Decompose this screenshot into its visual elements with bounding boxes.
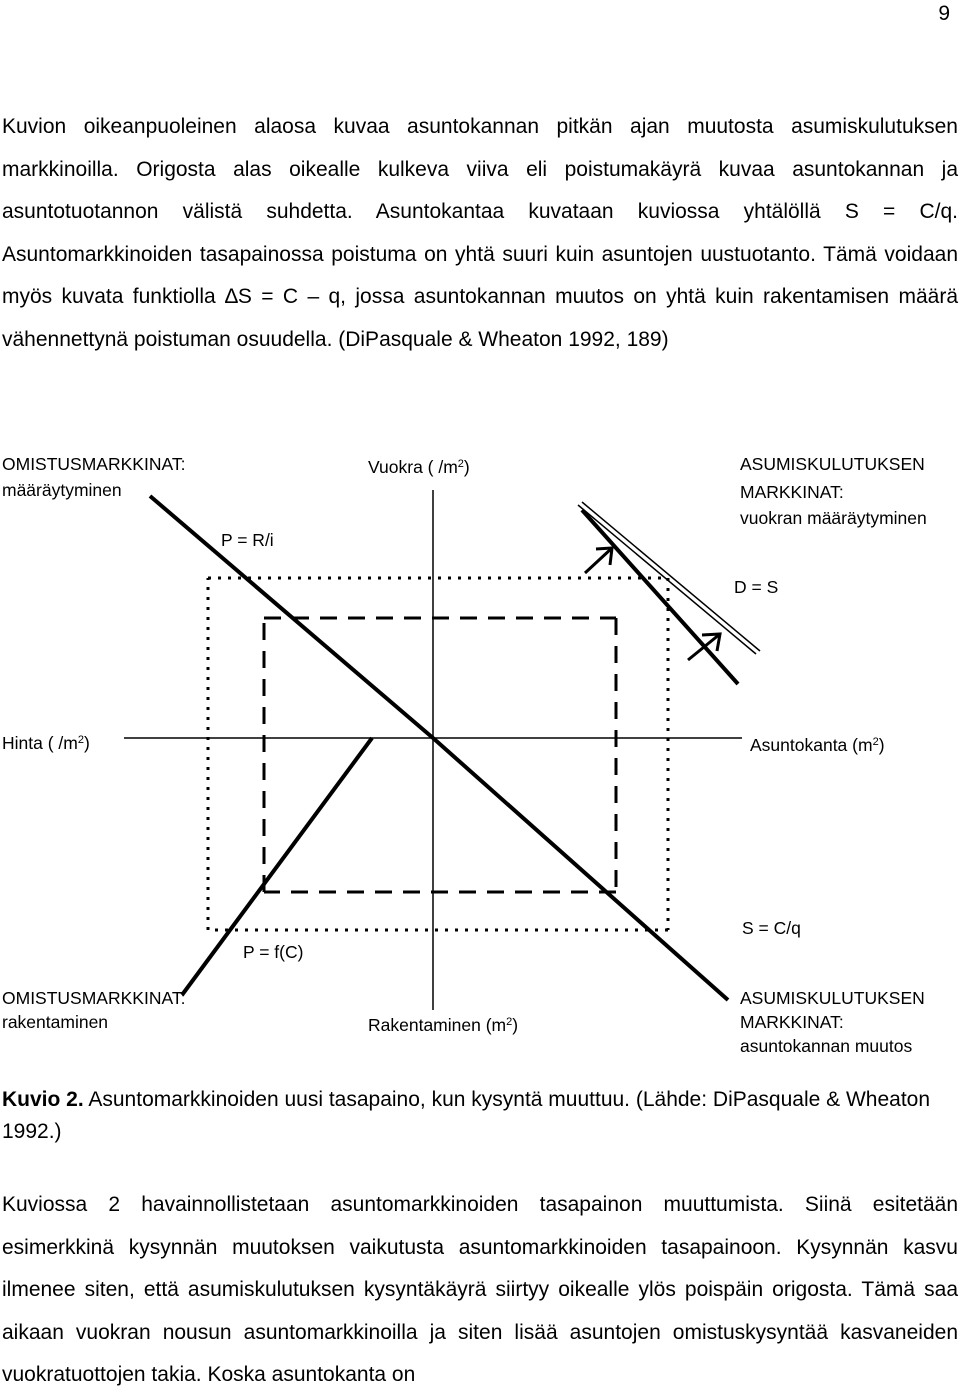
- stock-line: [433, 738, 728, 1000]
- shift-arrow-upper: [585, 548, 612, 573]
- price-rent-label: P = R/i: [221, 530, 274, 550]
- construction-axis-label: Rakentaminen $(m^2)$: [368, 1015, 519, 1035]
- bottom-right-title: ASUMISKULUTUKSEN: [740, 988, 925, 1008]
- figure-caption: [2, 1084, 958, 1148]
- top-right-title: ASUMISKULUTUKSEN: [740, 454, 925, 474]
- shifted-demand-line-a: [578, 505, 756, 654]
- bottom-left-subtitle: rakentaminen: [2, 1012, 109, 1032]
- price-axis-label: Hinta ( $/m^2$): [2, 733, 90, 753]
- new-equilibrium-dotted-rect: [208, 578, 668, 930]
- top-left-subtitle: määräytyminen: [2, 480, 122, 500]
- stock-equation-label: S = C/q: [742, 918, 801, 938]
- construction-cost-label: P = f(C): [243, 942, 304, 962]
- page-number: 9: [938, 2, 950, 25]
- top-left-title: OMISTUSMARKKINAT:: [2, 454, 186, 474]
- stock-axis-label: Asuntokanta $(m^2)$: [750, 735, 885, 755]
- demand-supply-line: [582, 510, 738, 684]
- demand-supply-label: D = S: [734, 577, 779, 597]
- bottom-left-title: OMISTUSMARKKINAT:: [2, 988, 186, 1008]
- bottom-right-title-2: MARKKINAT:: [740, 1012, 844, 1032]
- rent-axis-label: Vuokra ( $/m^2$): [368, 457, 470, 477]
- bottom-right-subtitle: asuntokannan muutos: [740, 1036, 913, 1056]
- top-right-title-2: MARKKINAT:: [740, 482, 844, 502]
- caption-label: Kuvio 2.: [2, 1088, 84, 1111]
- equilibrium-dashed-rect: [264, 618, 616, 892]
- body-paragraph: Kuviossa 2 havainnollistetaan asuntomarkkinoiden tasapainon muuttumista. Siinä esitetään esimerkkinä kysynnän muutoksen vaikutusta asuntomarkkinoiden tasapainoon. Kysynnän kasvu ilmenee siten, että asumiskulutuksen kysyntäkäyrä siirtyy oikealle ylös poispäin origosta. Tämä saa aikaan vuokran nousun asuntomarkkinoilla ja siten lisää asuntojen omistuskysyntää kasvaneiden vuokratuottojen takia. Koska asuntokanta on: [2, 1193, 958, 1387]
- caption-text: Asuntomarkkinoiden uusi tasapaino, kun kysyntä muuttuu. (Lähde: DiPasquale & Wheaton 1992.): [2, 1088, 931, 1143]
- intro-paragraph: Kuvion oikeanpuoleinen alaosa kuvaa asuntokannan pitkän ajan muutosta asumiskulutuksen markkinoilla. Origosta alas oikealle kulkeva viiva eli poistumakäyrä kuvaa asuntokannan ja asuntotuotannon välistä suhdetta. Asuntokantaa kuvataan kuviossa yhtälöllä S = C/q. Asuntomarkkinoiden tasapainossa poistuma on yhtä suuri kuin asuntojen uustuotanto. Tämä voidaan myös kuvata funktiolla ∆S = C – q, jossa asuntokannan muutos on yhtä kuin rakentamisen määrä vähennettynä poistuman osuudella. (DiPasquale & Wheaton 1992, 189): [2, 115, 958, 351]
- top-right-subtitle: vuokran määräytyminen: [740, 508, 927, 528]
